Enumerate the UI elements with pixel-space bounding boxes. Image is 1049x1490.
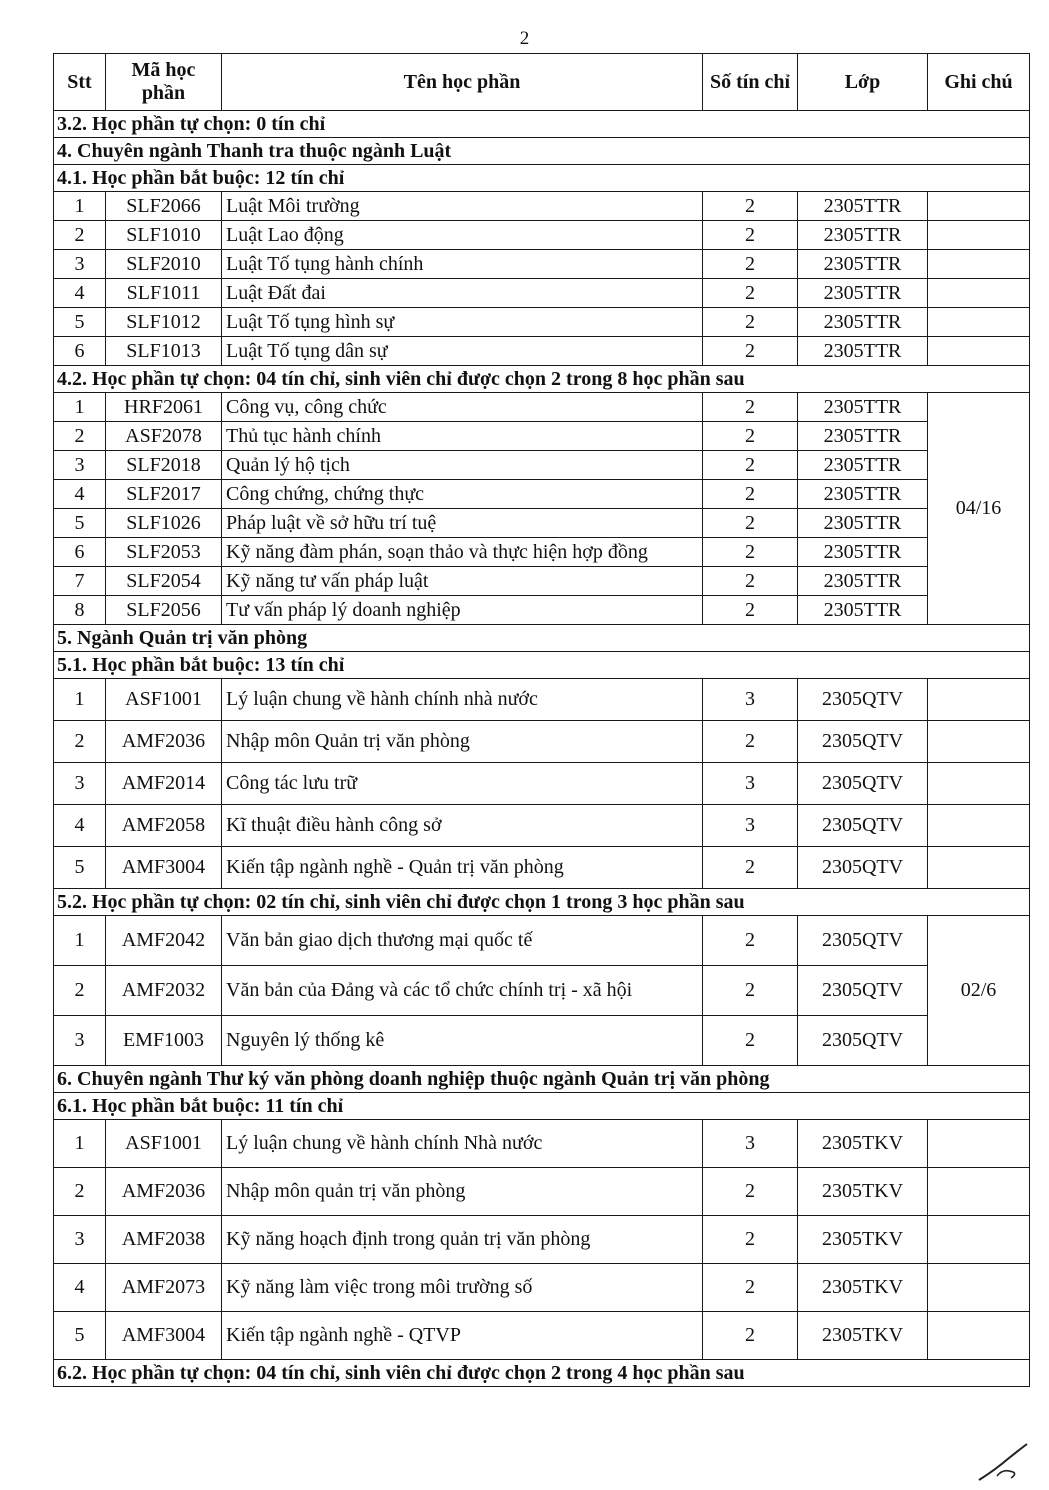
credits-cell: 2 [703,847,798,889]
class-cell: 2305TKV [798,1264,928,1312]
course-code-cell: AMF2036 [106,1168,222,1216]
table-row [54,1120,1030,1168]
course-name-cell: Luật Lao động [222,221,703,250]
course-name-cell: Thủ tục hành chính [222,422,703,451]
class-cell: 2305TTR [798,596,928,625]
class-cell: 2305QTV [798,1016,928,1066]
table-row [54,480,1030,509]
course-name-cell: Nhập môn Quản trị văn phòng [222,721,703,763]
stt-cell: 5 [54,1312,106,1360]
section-row [54,889,1030,916]
note-cell [928,279,1030,308]
course-name-cell: Văn bản của Đảng và các tổ chức chính trị - xã hội [222,966,703,1016]
credits-cell: 2 [703,1016,798,1066]
note-cell [928,192,1030,221]
credits-cell: 2 [703,916,798,966]
note-cell [928,308,1030,337]
note-cell [928,1312,1030,1360]
course-name-cell: Kỹ năng đàm phán, soạn thảo và thực hiện hợp đồng [222,538,703,567]
credits-cell: 2 [703,279,798,308]
class-cell: 2305TTR [798,337,928,366]
course-name-cell: Kỹ năng làm việc trong môi trường số [222,1264,703,1312]
section-title: 6.1. Học phần bắt buộc: 11 tín chỉ [54,1093,1030,1120]
stt-cell: 7 [54,567,106,596]
course-code-cell: SLF2056 [106,596,222,625]
credits-cell: 2 [703,480,798,509]
course-name-cell: Kỹ năng hoạch định trong quản trị văn phòng [222,1216,703,1264]
course-name-cell: Kiến tập ngành nghề - QTVP [222,1312,703,1360]
table-row [54,763,1030,805]
page-number: 2 [519,28,530,49]
credits-cell: 2 [703,308,798,337]
course-name-cell: Luật Tố tụng dân sự [222,337,703,366]
course-code-cell: ASF2078 [106,422,222,451]
class-cell: 2305QTV [798,805,928,847]
class-cell: 2305TKV [798,1312,928,1360]
credits-cell: 2 [703,596,798,625]
table-row [54,308,1030,337]
signature-mark [975,1440,1035,1485]
credits-cell: 3 [703,805,798,847]
course-code-cell: SLF2054 [106,567,222,596]
course-code-cell: SLF2017 [106,480,222,509]
course-code-cell: AMF2058 [106,805,222,847]
class-cell: 2305TTR [798,451,928,480]
credits-cell: 2 [703,1264,798,1312]
course-name-cell: Kiến tập ngành nghề - Quản trị văn phòng [222,847,703,889]
credits-cell: 2 [703,1216,798,1264]
course-code-cell: AMF2032 [106,966,222,1016]
course-name-cell: Luật Tố tụng hành chính [222,250,703,279]
note-cell [928,1264,1030,1312]
section-row [54,625,1030,652]
class-cell: 2305QTV [798,721,928,763]
course-code-cell: SLF2053 [106,538,222,567]
section-row [54,1360,1030,1387]
section-row [54,1066,1030,1093]
class-cell: 2305TTR [798,192,928,221]
stt-cell: 1 [54,1120,106,1168]
course-name-cell: Công vụ, công chức [222,393,703,422]
stt-cell: 4 [54,805,106,847]
section-row [54,165,1030,192]
class-cell: 2305QTV [798,916,928,966]
table-row [54,916,1030,966]
credits-cell: 2 [703,393,798,422]
table-row [54,847,1030,889]
note-cell [928,250,1030,279]
stt-cell: 2 [54,1168,106,1216]
table-row [54,1168,1030,1216]
course-code-cell: SLF2066 [106,192,222,221]
credits-cell: 3 [703,679,798,721]
class-cell: 2305TTR [798,308,928,337]
note-cell [928,1168,1030,1216]
class-cell: 2305TTR [798,393,928,422]
table-row [54,509,1030,538]
stt-cell: 5 [54,308,106,337]
table-row [54,279,1030,308]
course-name-cell: Lý luận chung về hành chính Nhà nước [222,1120,703,1168]
section-title: 6. Chuyên ngành Thư ký văn phòng doanh nghiệp thuộc ngành Quản trị văn phòng [54,1066,1030,1093]
stt-cell: 1 [54,679,106,721]
class-cell: 2305TKV [798,1216,928,1264]
stt-cell: 5 [54,847,106,889]
table-row [54,596,1030,625]
course-name-cell: Quản lý hộ tịch [222,451,703,480]
stt-cell: 2 [54,422,106,451]
credits-cell: 2 [703,538,798,567]
table-row [54,567,1030,596]
course-code-cell: SLF1013 [106,337,222,366]
stt-cell: 8 [54,596,106,625]
class-cell: 2305TTR [798,279,928,308]
credits-cell: 3 [703,1120,798,1168]
credits-cell: 2 [703,721,798,763]
class-cell: 2305TTR [798,509,928,538]
section-title: 6.2. Học phần tự chọn: 04 tín chỉ, sinh viên chỉ được chọn 2 trong 4 học phần sau [54,1360,1030,1387]
table-row [54,451,1030,480]
header-class: Lớp [798,54,928,111]
table-row [54,679,1030,721]
course-name-cell: Pháp luật về sở hữu trí tuệ [222,509,703,538]
course-code-cell: AMF2036 [106,721,222,763]
course-code-cell: SLF2010 [106,250,222,279]
course-code-cell: EMF1003 [106,1016,222,1066]
section-title: 5.2. Học phần tự chọn: 02 tín chỉ, sinh viên chỉ được chọn 1 trong 3 học phần sau [54,889,1030,916]
table-row [54,192,1030,221]
course-table [53,53,1030,1387]
note-cell [928,721,1030,763]
note-cell [928,221,1030,250]
table-row [54,422,1030,451]
class-cell: 2305TTR [798,538,928,567]
class-cell: 2305QTV [798,966,928,1016]
section-row [54,111,1030,138]
stt-cell: 2 [54,721,106,763]
class-cell: 2305TKV [798,1168,928,1216]
course-table-body [54,111,1030,1387]
class-cell: 2305TTR [798,221,928,250]
stt-cell: 4 [54,1264,106,1312]
course-code-cell: AMF2042 [106,916,222,966]
header-name: Tên học phần [222,54,703,111]
class-cell: 2305TKV [798,1120,928,1168]
table-row [54,393,1030,422]
credits-cell: 2 [703,966,798,1016]
class-cell: 2305QTV [798,847,928,889]
credits-cell: 2 [703,192,798,221]
credits-cell: 2 [703,1168,798,1216]
note-cell [928,1120,1030,1168]
table-row [54,337,1030,366]
section-title: 4.1. Học phần bắt buộc: 12 tín chỉ [54,165,1030,192]
credits-cell: 2 [703,509,798,538]
course-code-cell: AMF2038 [106,1216,222,1264]
credits-cell: 2 [703,451,798,480]
course-code-cell: AMF3004 [106,1312,222,1360]
course-code-cell: AMF3004 [106,847,222,889]
course-code-cell: ASF1001 [106,679,222,721]
note-cell: 02/6 [928,916,1030,1066]
class-cell: 2305TTR [798,250,928,279]
class-cell: 2305TTR [798,480,928,509]
course-code-cell: SLF1010 [106,221,222,250]
header-code: Mã học phần [106,54,222,111]
table-row [54,250,1030,279]
table-row [54,221,1030,250]
course-code-cell: AMF2014 [106,763,222,805]
course-name-cell: Công tác lưu trữ [222,763,703,805]
credits-cell: 2 [703,221,798,250]
table-row [54,538,1030,567]
note-cell [928,337,1030,366]
credits-cell: 2 [703,1312,798,1360]
course-code-cell: HRF2061 [106,393,222,422]
section-row [54,1093,1030,1120]
stt-cell: 4 [54,480,106,509]
section-title: 3.2. Học phần tự chọn: 0 tín chỉ [54,111,1030,138]
course-name-cell: Luật Tố tụng hình sự [222,308,703,337]
note-cell [928,847,1030,889]
course-code-cell: ASF1001 [106,1120,222,1168]
course-code-cell: SLF2018 [106,451,222,480]
header-note: Ghi chú [928,54,1030,111]
note-cell [928,1216,1030,1264]
credits-cell: 3 [703,763,798,805]
table-row [54,721,1030,763]
course-name-cell: Luật Môi trường [222,192,703,221]
class-cell: 2305TTR [798,422,928,451]
header-row [54,54,1030,111]
course-name-cell: Luật Đất đai [222,279,703,308]
section-title: 4. Chuyên ngành Thanh tra thuộc ngành Luật [54,138,1030,165]
stt-cell: 2 [54,221,106,250]
course-name-cell: Nhập môn quản trị văn phòng [222,1168,703,1216]
course-name-cell: Nguyên lý thống kê [222,1016,703,1066]
stt-cell: 3 [54,250,106,279]
stt-cell: 3 [54,1216,106,1264]
course-name-cell: Văn bản giao dịch thương mại quốc tế [222,916,703,966]
credits-cell: 2 [703,567,798,596]
header-credits: Số tín chỉ [703,54,798,111]
section-title: 4.2. Học phần tự chọn: 04 tín chỉ, sinh viên chỉ được chọn 2 trong 8 học phần sau [54,366,1030,393]
header-stt: Stt [54,54,106,111]
table-row [54,1016,1030,1066]
section-title: 5.1. Học phần bắt buộc: 13 tín chỉ [54,652,1030,679]
class-cell: 2305QTV [798,763,928,805]
stt-cell: 1 [54,916,106,966]
stt-cell: 1 [54,192,106,221]
section-row [54,138,1030,165]
course-code-cell: SLF1011 [106,279,222,308]
course-name-cell: Kĩ thuật điều hành công sở [222,805,703,847]
table-row [54,1264,1030,1312]
stt-cell: 2 [54,966,106,1016]
stt-cell: 3 [54,763,106,805]
stt-cell: 3 [54,451,106,480]
stt-cell: 1 [54,393,106,422]
section-row [54,652,1030,679]
note-cell [928,805,1030,847]
course-code-cell: SLF1012 [106,308,222,337]
stt-cell: 5 [54,509,106,538]
course-name-cell: Công chứng, chứng thực [222,480,703,509]
credits-cell: 2 [703,250,798,279]
class-cell: 2305QTV [798,679,928,721]
credits-cell: 2 [703,422,798,451]
course-name-cell: Tư vấn pháp lý doanh nghiệp [222,596,703,625]
stt-cell: 6 [54,538,106,567]
course-name-cell: Lý luận chung về hành chính nhà nước [222,679,703,721]
table-row [54,1216,1030,1264]
stt-cell: 3 [54,1016,106,1066]
note-cell [928,763,1030,805]
course-name-cell: Kỹ năng tư vấn pháp luật [222,567,703,596]
section-title: 5. Ngành Quản trị văn phòng [54,625,1030,652]
stt-cell: 6 [54,337,106,366]
course-code-cell: SLF1026 [106,509,222,538]
table-row [54,805,1030,847]
course-code-cell: AMF2073 [106,1264,222,1312]
class-cell: 2305TTR [798,567,928,596]
note-cell: 04/16 [928,393,1030,625]
stt-cell: 4 [54,279,106,308]
table-row [54,966,1030,1016]
table-row [54,1312,1030,1360]
section-row [54,366,1030,393]
credits-cell: 2 [703,337,798,366]
note-cell [928,679,1030,721]
